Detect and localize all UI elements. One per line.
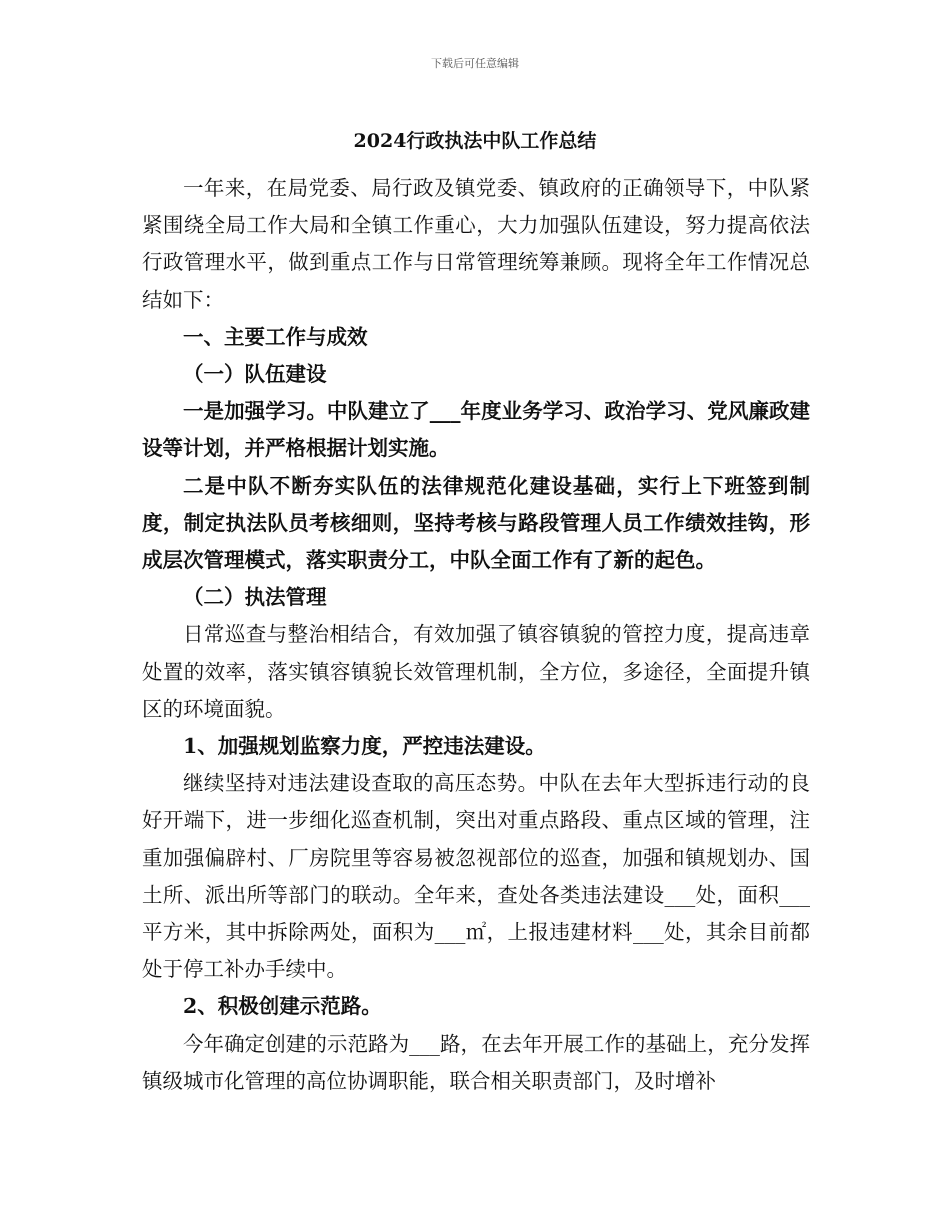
paragraph-study: 一是加强学习。中队建立了___年度业务学习、政治学习、党风廉政建设等计划，并严格根据计划实施。: [142, 399, 810, 461]
paragraph-illegal-construction: 继续坚持对违法建设查取的高压态势。中队在去年大型拆违行动的良好开端下，进一步细化巡查机制，突出对重点路段、重点区域的管理，注重加强偏辟村、厂房院里等容易被忽视部位的巡查，加强和镇规划办、国土所、派出所等部门的联动。全年来，查处各类违法建设___处，面积___平方米，其中拆除两处，面积为___㎡，上报违建材料___处，其余目前都处于停工补办手续中。: [142, 771, 810, 982]
subsection-heading-law-enforcement: （二）执法管理: [183, 585, 327, 610]
download-note: 下载后可任意编辑: [431, 57, 519, 70]
paragraph-standardization: 二是中队不断夯实队伍的法律规范化建设基础，实行上下班签到制度，制定执法队员考核细则，坚持考核与路段管理人员工作绩效挂钩，形成层次管理模式，落实职责分工，中队全面工作有了新的起色。: [142, 473, 810, 573]
document-title: 2024行政执法中队工作总结: [353, 130, 597, 152]
paragraph-daily-inspection: 日常巡查与整治相结合，有效加强了镇容镇貌的管控力度，提高违章处置的效率，落实镇容镇貌长效管理机制，全方位，多途径，全面提升镇区的环境面貌。: [142, 622, 810, 721]
heading-model-road: 2、积极创建示范路。: [183, 994, 382, 1019]
document-body: [142, 170, 810, 1100]
heading-planning-supervision: 1、加强规划监察力度，严控违法建设。: [183, 734, 546, 759]
intro-paragraph: 一年来，在局党委、局行政及镇党委、镇政府的正确领导下，中队紧紧围绕全局工作大局和全镇工作重心，大力加强队伍建设，努力提高依法行政管理水平，做到重点工作与日常管理统筹兼顾。现将全年工作情况总结如下：: [142, 176, 810, 312]
paragraph-model-road: 今年确定创建的示范路为___路，在去年开展工作的基础上，充分发挥镇级城市化管理的高位协调职能，联合相关职责部门，及时增补: [142, 1031, 810, 1093]
section-heading-main-work: 一、主要工作与成效: [183, 324, 368, 349]
subsection-heading-team-building: （一）队伍建设: [183, 362, 327, 387]
